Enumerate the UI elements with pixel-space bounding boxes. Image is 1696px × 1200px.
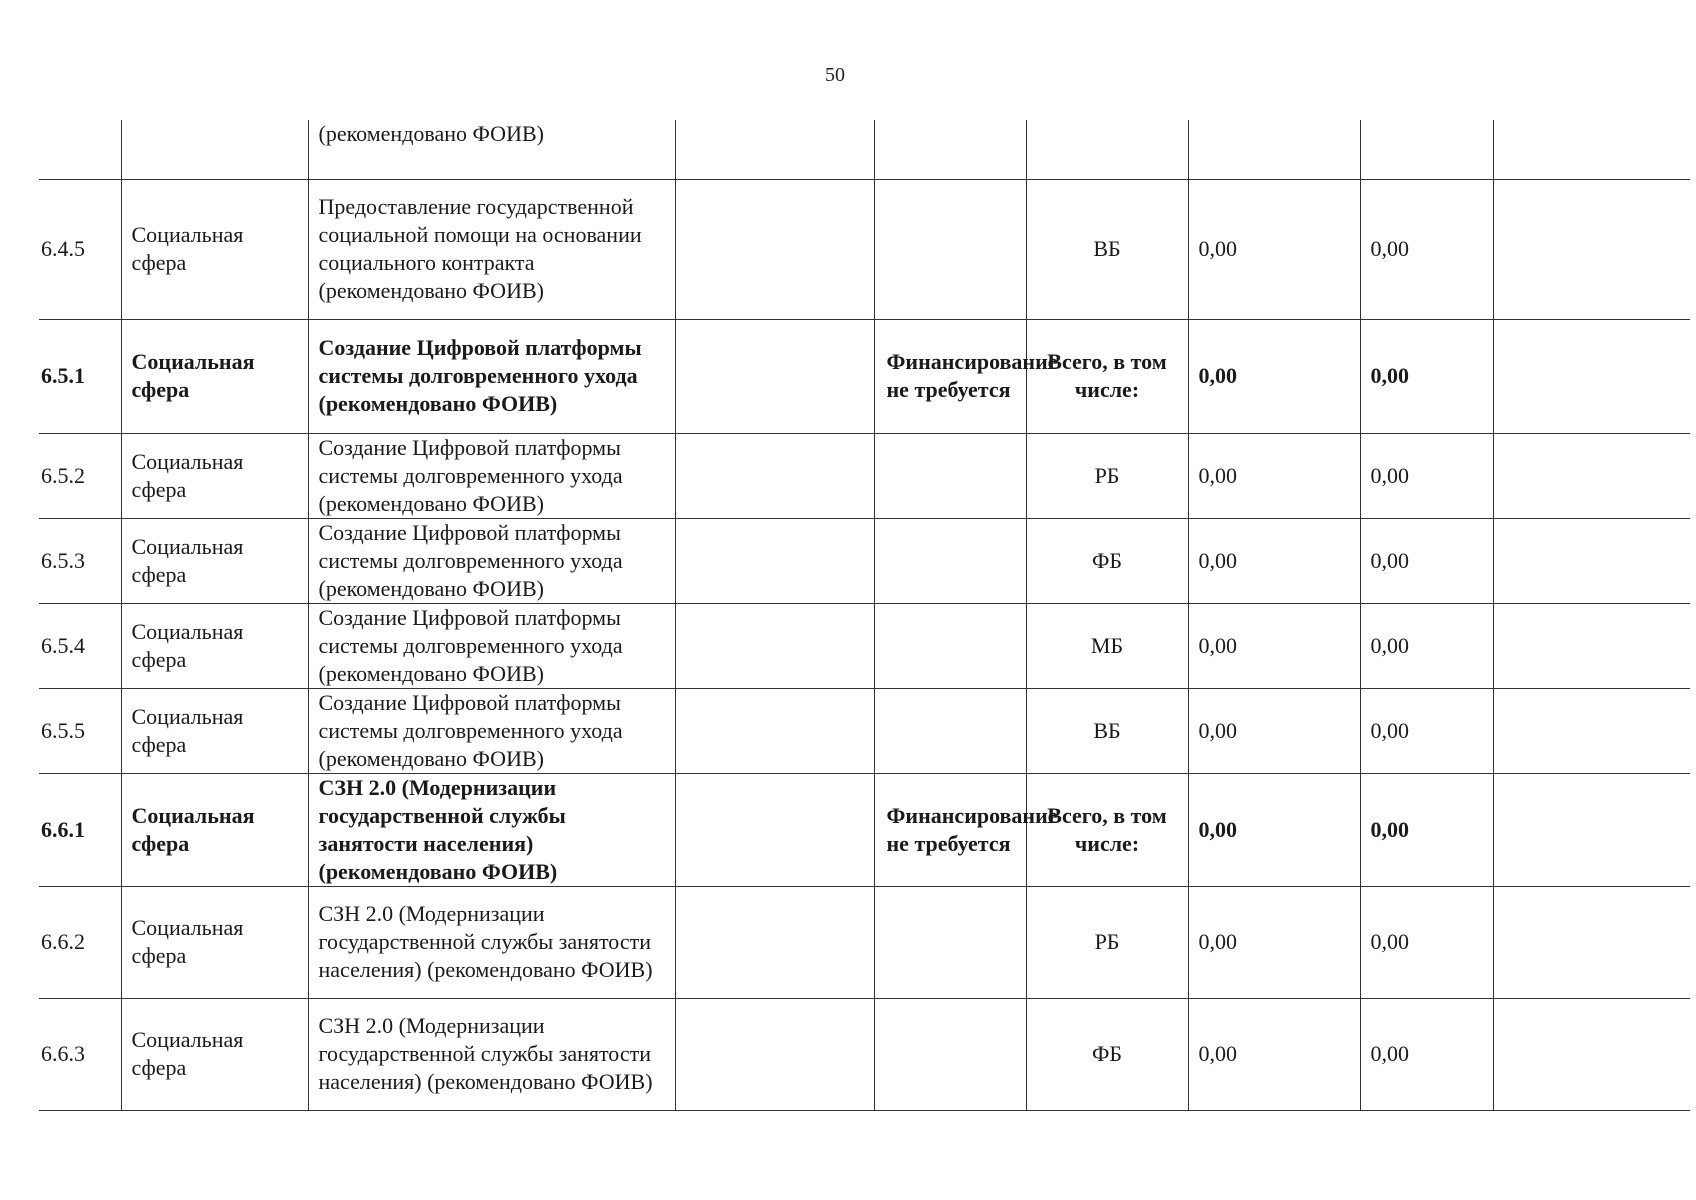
funding-status-cell — [874, 688, 1026, 773]
funding-status-cell — [874, 603, 1026, 688]
table-row — [39, 120, 1690, 179]
table-row — [39, 773, 1690, 886]
budget-source-cell: РБ — [1026, 433, 1188, 518]
sphere-cell: Социальная сфера — [121, 603, 308, 688]
row-number: 6.5.5 — [39, 688, 121, 773]
sphere-cell: Социальная сфера — [121, 773, 308, 886]
row-number: 6.6.2 — [39, 886, 121, 998]
value-cell-1: 0,00 — [1188, 433, 1360, 518]
value-cell-1: 0,00 — [1188, 688, 1360, 773]
empty-cell — [1493, 998, 1690, 1110]
table-row — [39, 433, 1690, 518]
row-number: 6.6.1 — [39, 773, 121, 886]
row-number: 6.4.5 — [39, 179, 121, 319]
empty-cell — [1493, 120, 1690, 179]
sphere-cell: Социальная сфера — [121, 433, 308, 518]
empty-cell — [675, 179, 874, 319]
empty-cell — [1493, 886, 1690, 998]
value-cell-1: 0,00 — [1188, 179, 1360, 319]
row-number: 6.5.1 — [39, 319, 121, 433]
sphere-cell: Социальная сфера — [121, 688, 308, 773]
value-cell-2: 0,00 — [1360, 886, 1493, 998]
table-row — [39, 688, 1690, 773]
activity-name-cell: Создание Цифровой платформы системы долговременного ухода (рекомендовано ФОИВ) — [308, 688, 675, 773]
activity-name-cell: Создание Цифровой платформы системы долговременного ухода (рекомендовано ФОИВ) — [308, 433, 675, 518]
sphere-cell: Социальная сфера — [121, 179, 308, 319]
table-row — [39, 518, 1690, 603]
table-row — [39, 603, 1690, 688]
funding-status-cell — [874, 179, 1026, 319]
value-cell-1 — [1188, 120, 1360, 179]
empty-cell — [1493, 518, 1690, 603]
activity-name-cell: Создание Цифровой платформы системы долговременного ухода (рекомендовано ФОИВ) — [308, 603, 675, 688]
empty-cell — [1493, 319, 1690, 433]
budget-source-cell: ФБ — [1026, 998, 1188, 1110]
row-number: 6.5.4 — [39, 603, 121, 688]
budget-source-cell: ФБ — [1026, 518, 1188, 603]
sphere-cell: Социальная сфера — [121, 998, 308, 1110]
empty-cell — [675, 319, 874, 433]
table-row — [39, 319, 1690, 433]
empty-cell — [675, 688, 874, 773]
page-number: 50 — [825, 64, 845, 86]
empty-cell — [1493, 603, 1690, 688]
row-number: 6.5.3 — [39, 518, 121, 603]
value-cell-1: 0,00 — [1188, 886, 1360, 998]
sphere-cell — [121, 120, 308, 179]
value-cell-2: 0,00 — [1360, 319, 1493, 433]
empty-cell — [1493, 688, 1690, 773]
empty-cell — [675, 603, 874, 688]
value-cell-1: 0,00 — [1188, 998, 1360, 1110]
empty-cell — [675, 433, 874, 518]
value-cell-1: 0,00 — [1188, 319, 1360, 433]
table-row — [39, 179, 1690, 319]
table-body — [39, 120, 1690, 1110]
value-cell-2: 0,00 — [1360, 433, 1493, 518]
budget-source-cell: РБ — [1026, 886, 1188, 998]
value-cell-1: 0,00 — [1188, 773, 1360, 886]
budget-source-cell: МБ — [1026, 603, 1188, 688]
empty-cell — [675, 886, 874, 998]
funding-status-cell — [874, 433, 1026, 518]
empty-cell — [675, 518, 874, 603]
row-number — [39, 120, 121, 179]
funding-status-cell — [874, 120, 1026, 179]
budget-source-cell: Всего, в том числе: — [1026, 773, 1188, 886]
value-cell-2: 0,00 — [1360, 773, 1493, 886]
table-row — [39, 886, 1690, 998]
empty-cell — [1493, 773, 1690, 886]
value-cell-2: 0,00 — [1360, 998, 1493, 1110]
value-cell-1: 0,00 — [1188, 518, 1360, 603]
value-cell-2: 0,00 — [1360, 603, 1493, 688]
value-cell-2: 0,00 — [1360, 518, 1493, 603]
empty-cell — [675, 773, 874, 886]
budget-source-cell: ВБ — [1026, 179, 1188, 319]
budget-source-cell: Всего, в том числе: — [1026, 319, 1188, 433]
row-number: 6.5.2 — [39, 433, 121, 518]
funding-status-cell — [874, 998, 1026, 1110]
activity-name-cell: СЗН 2.0 (Модернизации государственной службы занятости населения) (рекомендовано ФОИВ) — [308, 886, 675, 998]
empty-cell — [675, 998, 874, 1110]
table-row — [39, 998, 1690, 1110]
row-number: 6.6.3 — [39, 998, 121, 1110]
activity-name-cell: Создание Цифровой платформы системы долговременного ухода (рекомендовано ФОИВ) — [308, 319, 675, 433]
funding-status-cell — [874, 518, 1026, 603]
budget-source-cell: ВБ — [1026, 688, 1188, 773]
empty-cell — [1493, 179, 1690, 319]
funding-status-cell: Финансирование не требуется — [874, 773, 1026, 886]
budget-table — [39, 120, 1690, 1111]
budget-source-cell — [1026, 120, 1188, 179]
value-cell-2: 0,00 — [1360, 688, 1493, 773]
value-cell-2 — [1360, 120, 1493, 179]
activity-name-cell: Предоставление государственной социальной помощи на основании социального контракта (рекомендовано ФОИВ) — [308, 179, 675, 319]
sphere-cell: Социальная сфера — [121, 518, 308, 603]
sphere-cell: Социальная сфера — [121, 886, 308, 998]
funding-status-cell: Финансирование не требуется — [874, 319, 1026, 433]
funding-status-cell — [874, 886, 1026, 998]
activity-name-cell: (рекомендовано ФОИВ) — [308, 120, 675, 179]
value-cell-2: 0,00 — [1360, 179, 1493, 319]
sphere-cell: Социальная сфера — [121, 319, 308, 433]
empty-cell — [675, 120, 874, 179]
activity-name-cell: СЗН 2.0 (Модернизации государственной службы занятости населения) (рекомендовано ФОИВ) — [308, 773, 675, 886]
empty-cell — [1493, 433, 1690, 518]
activity-name-cell: Создание Цифровой платформы системы долговременного ухода (рекомендовано ФОИВ) — [308, 518, 675, 603]
value-cell-1: 0,00 — [1188, 603, 1360, 688]
activity-name-cell: СЗН 2.0 (Модернизации государственной службы занятости населения) (рекомендовано ФОИВ) — [308, 998, 675, 1110]
